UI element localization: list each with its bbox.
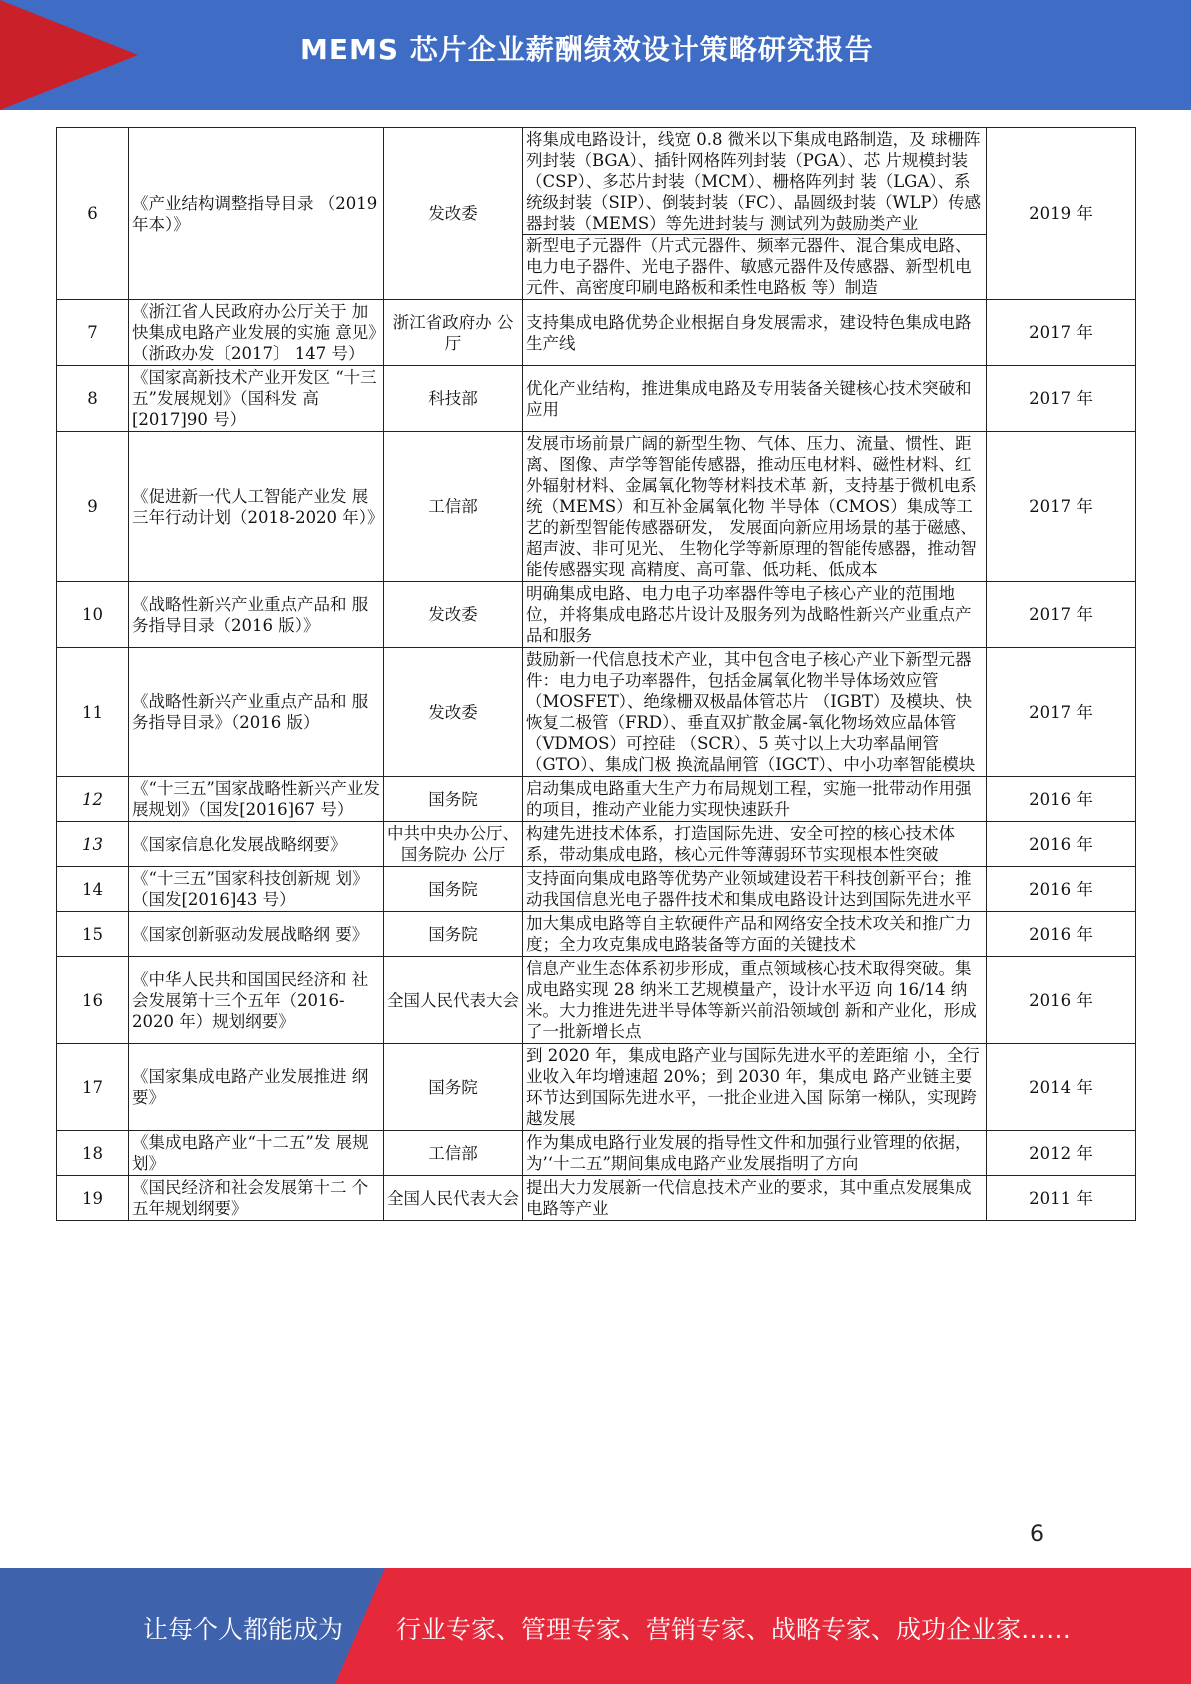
policy-name: 《“十三五”国家战略性新兴产业发展规划》（国发[2016]67 号） (129, 777, 384, 822)
issuing-department: 浙江省政府办 公厅 (384, 300, 523, 366)
issuing-department: 发改委 (384, 582, 523, 648)
policy-description (523, 366, 987, 432)
policy-description (523, 867, 987, 912)
policy-name: 《国民经济和社会发展第十二 个五年规划纲要》 (129, 1176, 384, 1221)
table-row (57, 777, 1136, 822)
policy-description (523, 777, 987, 822)
policy-description (523, 822, 987, 867)
policy-name: 《中华人民共和国国民经济和 社会发展第十三个五年（2016- 2020 年）规划纲要》 (129, 957, 384, 1044)
row-number: 19 (57, 1176, 129, 1221)
policy-year: 2012 年 (987, 1131, 1136, 1176)
row-number: 16 (57, 957, 129, 1044)
policy-name: 《促进新一代人工智能产业发 展三年行动计划（2018-2020 年）》 (129, 432, 384, 582)
description-text: 将集成电路设计，线宽 0.8 微米以下集成电路制造，及 球栅阵列封装（BGA）、插针网格阵列封装（PGA）、芯 片规模封装（CSP）、多芯片封装（MCM）、栅格阵列封 装（LGA）、系统级封装（SIP）、倒装封装（FC）、晶圆级封装（WLP）传感器封装（MEMS）等先进封装与 测试列为鼓励类产业 (526, 130, 982, 233)
policy-year: 2016 年 (987, 822, 1136, 867)
policy-year: 2019 年 (987, 128, 1136, 300)
description-text: 支持集成电路优势企业根据自身发展需求，建设特色集成电路生产线 (526, 312, 972, 353)
description-text: 构建先进技术体系，打造国际先进、安全可控的核心技术体系，带动集成电路，核心元件等薄弱环节实现根本性突破 (526, 824, 955, 864)
header-chevron-red (0, 0, 138, 110)
policy-name: 《产业结构调整指导目录 （2019 年本）》 (129, 128, 384, 300)
policy-year: 2014 年 (987, 1044, 1136, 1131)
policy-year: 2017 年 (987, 432, 1136, 582)
issuing-department: 科技部 (384, 366, 523, 432)
description-text: 支持面向集成电路等优势产业领域建设若干科技创新平台；推动我国信息光电子器件技术和集成电路设计达到国际先进水平 (526, 869, 972, 909)
row-number: 8 (57, 366, 129, 432)
policy-name: 《“十三五”国家科技创新规 划》（国发[2016]43 号） (129, 867, 384, 912)
description-text: 到 2020 年，集成电路产业与国际先进水平的差距缩 小，全行业收入年均增速超 20%；到 2030 年，集成电 路产业链主要环节达到国际先进水平，一批企业进入国 际第一梯队，实现跨越发展 (526, 1046, 980, 1128)
row-number: 7 (57, 300, 129, 366)
page-footer (0, 1568, 1191, 1684)
row-number: 18 (57, 1131, 129, 1176)
policy-year: 2011 年 (987, 1176, 1136, 1221)
policy-year: 2017 年 (987, 582, 1136, 648)
row-number: 14 (57, 867, 129, 912)
row-number: 9 (57, 432, 129, 582)
policy-description (523, 128, 987, 300)
row-number: 11 (57, 648, 129, 777)
issuing-department: 发改委 (384, 128, 523, 300)
table-row (57, 822, 1136, 867)
description-text: 启动集成电路重大生产力布局规划工程，实施一批带动作用强的项目，推动产业能力实现快速跃升 (526, 779, 972, 819)
table-row (57, 128, 1136, 300)
table-row (57, 432, 1136, 582)
row-number: 12 (57, 777, 129, 822)
policy-year: 2016 年 (987, 867, 1136, 912)
table-row (57, 582, 1136, 648)
policy-description (523, 582, 987, 648)
description-text: 优化产业结构，推进集成电路及专用装备关键核心技术突破和应用 (526, 378, 972, 419)
policy-year: 2017 年 (987, 366, 1136, 432)
table-row (57, 1044, 1136, 1131)
table-row (57, 957, 1136, 1044)
issuing-department: 全国人民代表大会 (384, 1176, 523, 1221)
row-number: 10 (57, 582, 129, 648)
table-row (57, 1131, 1136, 1176)
row-number: 15 (57, 912, 129, 957)
page-header (0, 0, 1191, 110)
table-row (57, 867, 1136, 912)
row-number: 17 (57, 1044, 129, 1131)
description-text: 加大集成电路等自主软硬件产品和网络安全技术攻关和推广力度；全力攻克集成电路装备等方面的关键技术 (526, 914, 972, 954)
policy-name: 《集成电路产业“十二五”发 展规划》 (129, 1131, 384, 1176)
policy-description (523, 1044, 987, 1131)
issuing-department: 发改委 (384, 648, 523, 777)
table-row (57, 912, 1136, 957)
page-number: 6 (1030, 1522, 1044, 1547)
policy-description (523, 1131, 987, 1176)
policy-table-body (57, 128, 1136, 1221)
issuing-department: 国务院 (384, 912, 523, 957)
policy-name: 《国家信息化发展战略纲要》 (129, 822, 384, 867)
policy-name: 《国家创新驱动发展战略纲 要》 (129, 912, 384, 957)
footer-slogan-right: 行业专家、管理专家、营销专家、战略专家、成功企业家…… (396, 1615, 1072, 1644)
policy-name: 《国家集成电路产业发展推进 纲要》 (129, 1044, 384, 1131)
policy-name: 《国家高新技术产业开发区 “十三五”发展规划》（国科发 高[2017]90 号） (129, 366, 384, 432)
issuing-department: 中共中央办公厅、国务院办 公厅 (384, 822, 523, 867)
issuing-department: 国务院 (384, 1044, 523, 1131)
description-text: 明确集成电路、电力电子功率器件等电子核心产业的范围地位，并将集成电路芯片设计及服务列为战略性新兴产业重点产品和服务 (526, 584, 972, 645)
issuing-department: 工信部 (384, 1131, 523, 1176)
policy-year: 2016 年 (987, 912, 1136, 957)
policy-table (56, 127, 1136, 1221)
issuing-department: 国务院 (384, 867, 523, 912)
issuing-department: 全国人民代表大会 (384, 957, 523, 1044)
description-text: 新型电子元器件（片式元器件、频率元器件、混合集成电路、电力电子器件、光电子器件、敏感元器件及传感器、新型机电元件、高密度印刷电路板和柔性电路板 等）制造 (523, 234, 986, 298)
description-text: 发展市场前景广阔的新型生物、气体、压力、流量、惯性、距离、图像、声学等智能传感器，推动压电材料、磁性材料、红外辐射材料、金属氧化物等材料技术革 新，支持基于微机电系统（MEMS）和互补金属氧化物 半导体（CMOS）集成等工艺的新型智能传感器研发， 发展面向新应用场景的基于磁感、超声波、非可见光、 生物化学等新原理的智能传感器，推动智能传感器实现 高精度、高可靠、低功耗、低成本 (526, 434, 977, 579)
footer-slogan-left: 让每个人都能成为 (143, 1615, 344, 1644)
policy-name: 《战略性新兴产业重点产品和 服务指导目录》（2016 版） (129, 648, 384, 777)
policy-year: 2016 年 (987, 957, 1136, 1044)
policy-year: 2016 年 (987, 777, 1136, 822)
table-row (57, 1176, 1136, 1221)
table-row (57, 366, 1136, 432)
table-row (57, 300, 1136, 366)
description-text: 作为集成电路行业发展的指导性文件和加强行业管理的依据，为’‘十二五”期间集成电路产业发展指明了方向 (526, 1133, 972, 1173)
description-text: 提出大力发展新一代信息技术产业的要求，其中重点发展集成电路等产业 (526, 1178, 972, 1218)
policy-description (523, 648, 987, 777)
policy-description (523, 957, 987, 1044)
policy-name: 《浙江省人民政府办公厅关于 加快集成电路产业发展的实施 意见》（浙政办发〔2017〕 147 号） (129, 300, 384, 366)
issuing-department: 工信部 (384, 432, 523, 582)
row-number: 13 (57, 822, 129, 867)
description-text: 鼓励新一代信息技术产业，其中包含电子核心产业下新型元器件：电力电子功率器件，包括金属氧化物半导体场效应管（MOSFET）、绝缘栅双极晶体管芯片 （IGBT）及模块、快恢复二极管（FRD）、垂直双扩散金属-氧化物场效应晶体管（VDMOS）可控硅 （SCR）、5 英寸以上大功率晶闸管（GTO）、集成门极 换流晶闸管（IGCT）、中小功率智能模块 (526, 650, 976, 774)
policy-name: 《战略性新兴产业重点产品和 服务指导目录（2016 版）》 (129, 582, 384, 648)
table-row (57, 648, 1136, 777)
policy-year: 2017 年 (987, 648, 1136, 777)
policy-description (523, 1176, 987, 1221)
description-text: 信息产业生态体系初步形成，重点领域核心技术取得突破。集成电路实现 28 纳米工艺规模量产，设计水平迈 向 16/14 纳米。大力推进先进半导体等新兴前沿领域创 新和产业化，形成了一批新增长点 (526, 959, 977, 1041)
row-number: 6 (57, 128, 129, 300)
policy-year: 2017 年 (987, 300, 1136, 366)
policy-description (523, 300, 987, 366)
policy-description (523, 432, 987, 582)
policy-description (523, 912, 987, 957)
issuing-department: 国务院 (384, 777, 523, 822)
header-title: MEMS 芯片企业薪酬绩效设计策略研究报告 (300, 33, 874, 66)
